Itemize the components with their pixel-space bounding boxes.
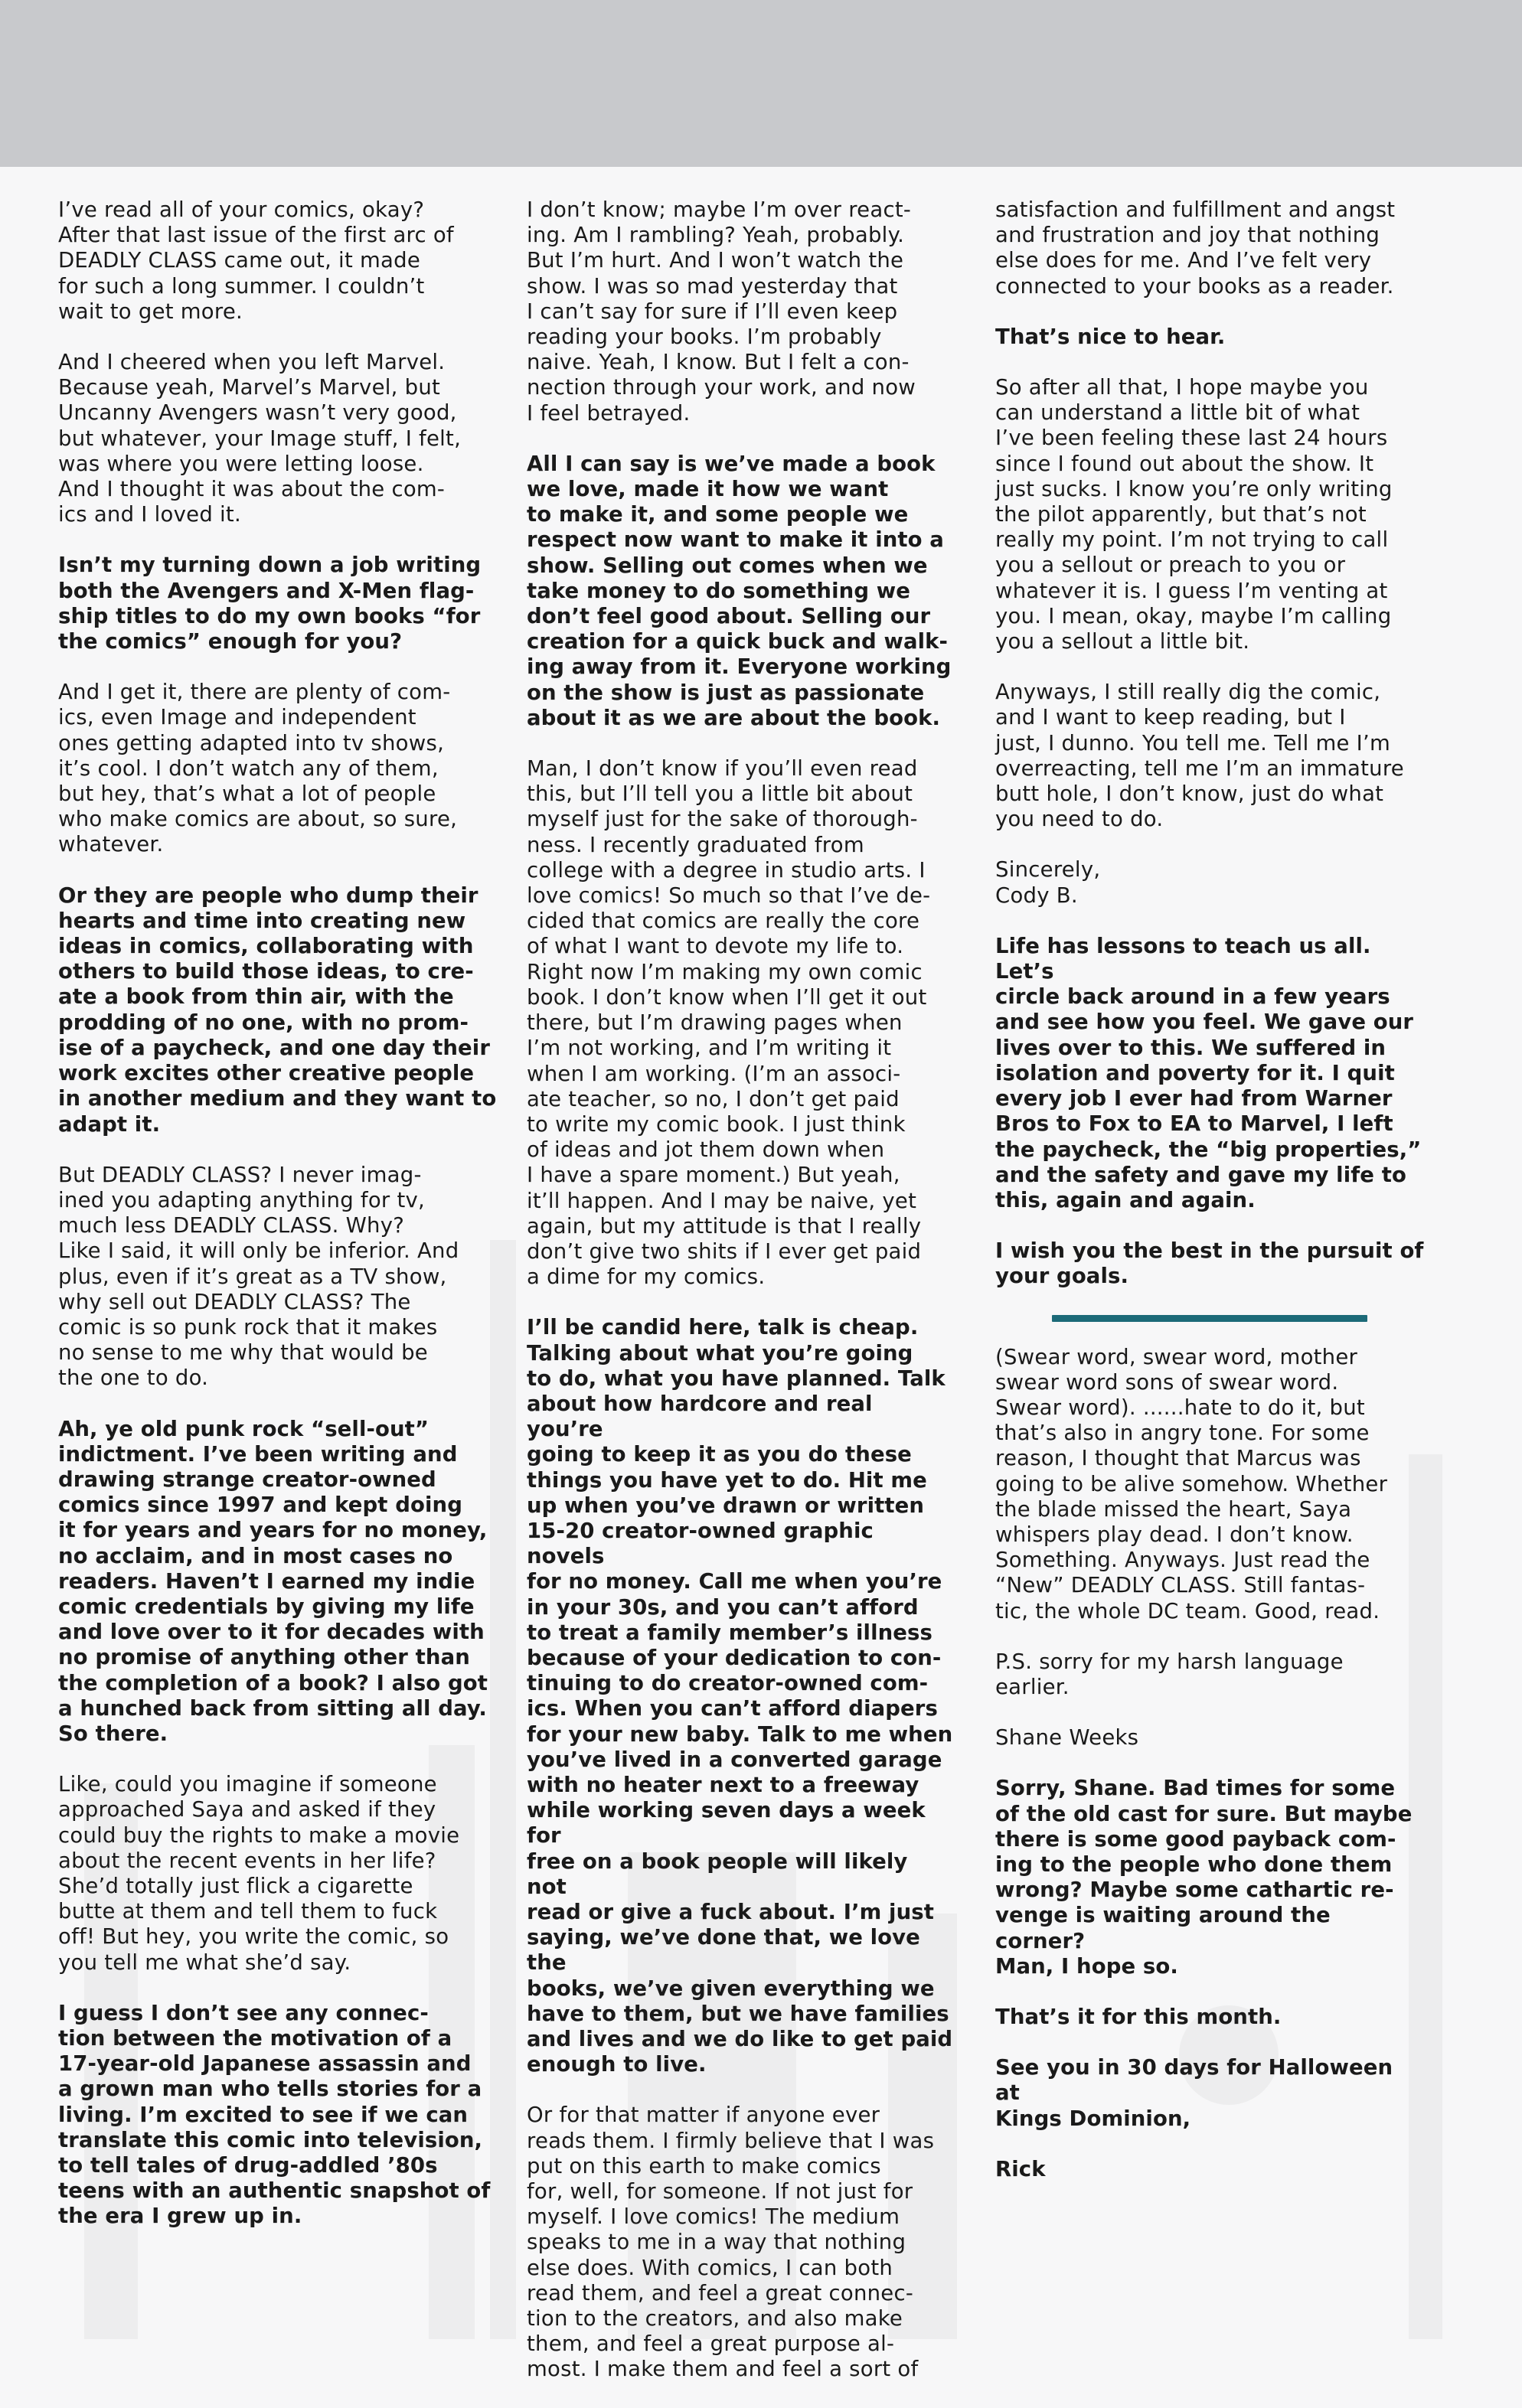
reply-paragraph: I wish you the best in the pursuit of your goals. — [995, 1238, 1424, 1289]
paragraph: satisfaction and fulfillment and angst and frustration and joy that nothing else does for me. And I’ve felt very connected to your books as a reader. — [995, 197, 1396, 299]
paragraph: I’ve read all of your comics, okay? After that last issue of the first arc of DEADLY CLASS came out, it made for such a long summer. I couldn’t wait to get more. — [58, 197, 454, 324]
paragraph: Anyways, I still really dig the comic, and I want to keep reading, but I just, I dunno. You tell me. Tell me I’m overreacting, tell me I’m an immature butt hole, I don’t know, just do what you need to do. — [995, 680, 1404, 832]
reply-paragraph: That’s it for this month. — [995, 2004, 1282, 2029]
paragraph: P.S. sorry for my harsh language earlier. — [995, 1649, 1344, 1699]
section-divider — [1052, 1315, 1367, 1322]
reply-paragraph: See you in 30 days for Halloween at Kings Dominion, — [995, 2055, 1393, 2131]
reply-paragraph: Isn’t my turning down a job writing both the Avengers and X-Men flag- ship titles to do my own books “for the comics” enough for you? — [58, 553, 482, 654]
column-2 — [527, 197, 954, 2408]
paragraph: I don’t know; maybe I’m over react- ing. Am I rambling? Yeah, probably. But I’m hurt. And I won’t watch the show. I was so mad yesterday that I can’t say for sure if I’ll even keep reading your books. I’m probably naive. Yeah, I know. But I felt a con- nection through your work, and now I feel betrayed. — [527, 197, 916, 426]
reply-paragraph: Life has lessons to teach us all. Let’s circle back around in a few years and see how you feel. We gave our lives over to this. We suffered in isolation and poverty for it. I quit every job I ever had from Warner Bros to Fox to EA to Marvel, I left the paycheck, the “big properties,” and the safety and gave my life to this, again and again. — [995, 933, 1422, 1212]
reply-paragraph: Sorry, Shane. Bad times for some of the old cast for sure. But maybe there is some good payback com- ing to the people who done them wrong? Maybe some cathartic re- venge is waiting around the corner? Man, I hope so. — [995, 1776, 1413, 1979]
paragraph: And I cheered when you left Marvel. Because yeah, Marvel’s Marvel, but Uncanny Avengers wasn’t very good, but whatever, your Image stuff, I felt, was where you were letting loose. And I thought it was about the com- ics and I loved it. — [58, 350, 462, 527]
reply-paragraph: That’s nice to hear. — [995, 324, 1226, 349]
paragraph: So after all that, I hope maybe you can understand a little bit of what I’ve been feeling these last 24 hours since I found out about the show. It just sucks. I know you’re only writing the pilot apparently, but that’s not really my point. I’m not trying to call you a sellout or preach to you or whatever it is. I guess I’m venting at you. I mean, okay, maybe I’m calling you a sellout a little bit. — [995, 375, 1393, 654]
paragraph: And I get it, there are plenty of com- ics, even Image and independent ones getting adapted into tv shows, it’s cool. I don’t watch any of them, but hey, that’s what a lot of people who make comics are about, so sure, whatever. — [58, 680, 458, 857]
paragraph: But DEADLY CLASS? I never imag- ined you adapting anything for tv, much less DEADLY CLASS. Why? Like I said, it will only be inferior. And plus, even if it’s great as a TV show, why sell out DEADLY CLASS? The comic is so punk rock that it makes no sense to me why that would be the one to do. — [58, 1162, 459, 1391]
reply-paragraph: I guess I don’t see any connec- tion between the motivation of a 17-year-old Japanese assassin and a grown man who tells stories for a living. I’m excited to see if we can translate this comic into television, to tell tales of drug-addled ’80s teens with an authentic snapshot of the era I grew up in. — [58, 2000, 491, 2229]
reply-paragraph: I’ll be candid here, talk is cheap. Talking about what you’re going to do, what you have planned. Talk about how hardcore and real you’re going to keep it as you do these things you have yet to do. Hit me up when you’ve drawn or written 15-20 creator-owned graphic novels for no money. Call me when you’re in your 30s, and you can’t afford to treat a family member’s illness because of your dedication to con- tinuing to do creator-owned com- ics. When you can’t afford diapers for your new baby. Talk to me when you’ve lived in a converted garage with no heater next to a freeway while working seven days a week for free on a book people will likely not read or give a fuck about. I’m just saying, we’ve done that, we love the books, we’ve given everything we have to them, but we have families and lives and we do like to get paid enough to live. — [527, 1315, 953, 2077]
paragraph: Or for that matter if anyone ever reads them. I firmly believe that I was put on this earth to make comics for, well, for someone. If not just for myself. I love comics! The medium speaks to me in a way that nothing else does. With comics, I can both read them, and feel a great connec- tion to the creators, and also make them, and feel a great purpose al- most. I make them and feel a sort of — [527, 2103, 935, 2382]
editor-signature: Rick — [995, 2156, 1046, 2181]
reply-paragraph: Ah, ye old punk rock “sell-out” indictment. I’ve been writing and drawing strange creator-owned comics since 1997 and kept doing it for years and years for no money, no acclaim, and in most cases no readers. Haven’t I earned my indie comic credentials by giving my life and love over to it for decades with no promise of anything other than the completion of a book? I also got a hunched back from sitting all day. So there. — [58, 1416, 488, 1746]
header-band — [0, 0, 1522, 167]
reply-paragraph: All I can say is we’ve made a book we love, made it how we want to make it, and some people we respect now want to make it into a show. Selling out comes when we take money to do something we don’t feel good about. Selling our creation for a quick buck and walk- ing away from it. Everyone working on the show is just as passionate about it as we are about the book. — [527, 451, 952, 730]
reply-paragraph: Or they are people who dump their hearts and time into creating new ideas in comics, collaborating with others to build those ideas, to cre- ate a book from thin air, with the prodding of no one, with no prom- ise of a paycheck, and one day their work excites other creative people in another medium and they want to adapt it. — [58, 883, 497, 1137]
column-3 — [995, 197, 1424, 2207]
signature: Sincerely, Cody B. — [995, 857, 1101, 908]
column-1 — [58, 197, 502, 2255]
paragraph: (Swear word, swear word, mother swear word sons of swear word. Swear word). ......hate to do it, but that’s also in angry tone. For some reason, I thought that Marcus was going to be alive somehow. Whether the blade missed the heart, Saya whispers play dead. I don’t know. Something. Anyways. Just read the “New” DEADLY CLASS. Still fantas- tic, the whole DC team. Good, read. — [995, 1344, 1388, 1623]
paragraph: Like, could you imagine if someone approached Saya and asked if they could buy the rights to make a movie about the recent events in her life? She’d totally just flick a cigarette butte at them and tell them to fuck off! But hey, you write the comic, so you tell me what she’d say. — [58, 1772, 460, 1975]
paragraph: Man, I don’t know if you’ll even read this, but I’ll tell you a little bit about myself just for the sake of thorough- ness. I recently graduated from college with a degree in studio arts. I love comics! So much so that I’ve de- cided that comics are really the core of what I want to devote my life to. Right now I’m making my own comic book. I don’t know when I’ll get it out there, but I’m drawing pages when I’m not working, and I’m writing it when I am working. (I’m an associ- ate teacher, so no, I don’t get paid to write my comic book. I just think of ideas and jot them down when I have a spare moment.) But yeah, it’ll happen. And I may be naive, yet again, but my attitude is that I really don’t give two shits if I ever get paid a dime for my comics. — [527, 756, 931, 1290]
signature: Shane Weeks — [995, 1725, 1139, 1751]
